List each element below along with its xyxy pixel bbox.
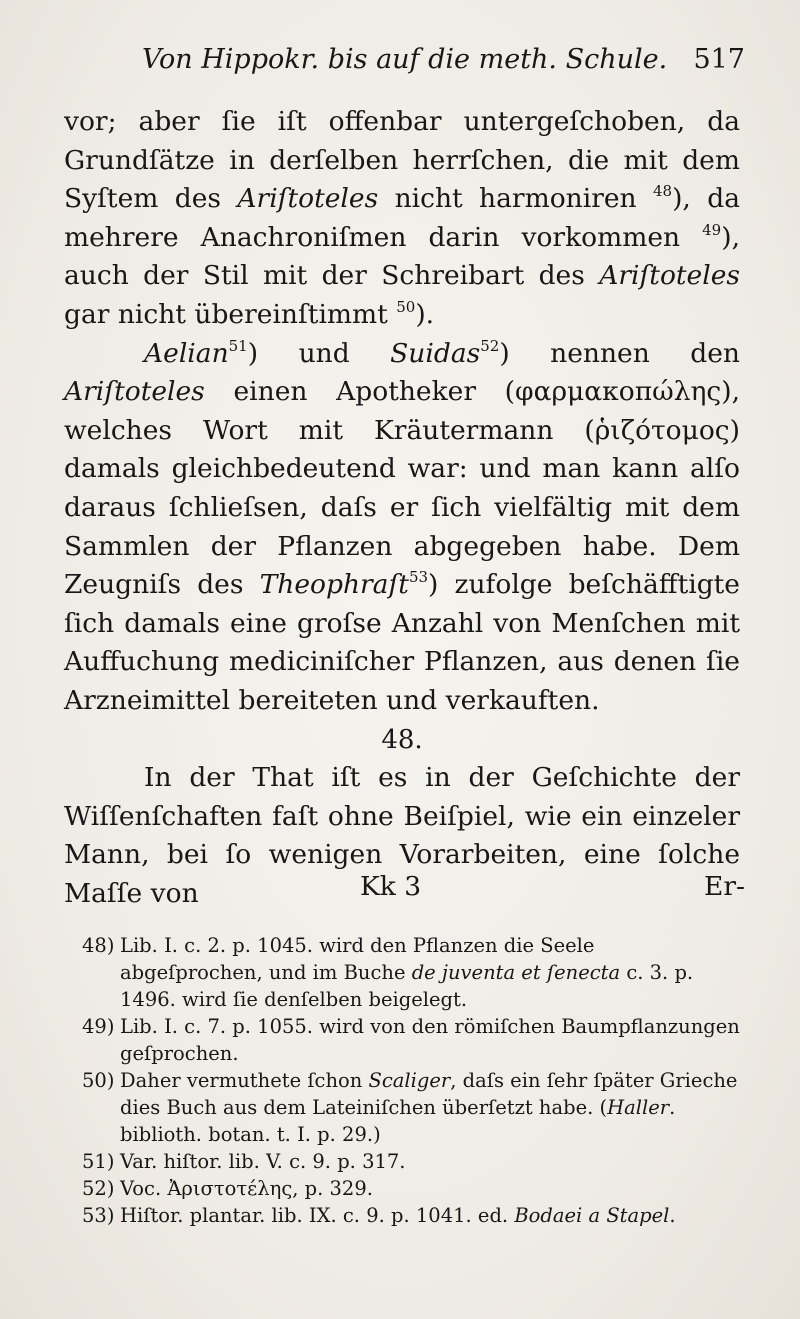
- footnote-number: 50): [82, 1069, 115, 1092]
- signature-mark: Kk 3: [360, 871, 422, 902]
- name-haller: Haller: [607, 1096, 670, 1119]
- text-run: . biblioth. botan. t. I. p. 29.): [120, 1096, 676, 1146]
- paragraph-1: [64, 103, 740, 335]
- paragraph-2: [64, 335, 740, 721]
- name-suidas: Suidas: [390, 337, 481, 369]
- text-run: c. 3. p. 1496. wird ſie denſelben beigelegt.: [120, 961, 694, 1011]
- footnote-ref-50: 50: [396, 297, 416, 316]
- text-run: nicht harmoniren: [378, 183, 653, 215]
- text-run: Hiſtor. plantar. lib. IX. c. 9. p. 1041. ed.: [120, 1204, 515, 1227]
- footnote-number: 49): [82, 1015, 115, 1038]
- footnote-ref-48: 48: [653, 182, 673, 201]
- name-bodaei-a-stapel: Bodaei a Stapel: [514, 1204, 670, 1227]
- text-run: Daher vermuthete ſchon: [120, 1069, 369, 1092]
- name-aristoteles: Ariſtoteles: [237, 183, 379, 215]
- text-run: ) und: [247, 337, 391, 369]
- footnote-ref-49: 49: [702, 220, 722, 239]
- paragraph-3: In der That iſt es in der Geſchichte der Wiſſenſchaften faſt ohne Beiſpiel, wie ein einzeler Mann, bei ſo wenigen Vorarbeiten, eine ſolche Maſſe von: [64, 762, 740, 909]
- footnote-49: [82, 1013, 742, 1067]
- text-run: ).: [415, 298, 435, 330]
- footnote-50: [82, 1067, 742, 1148]
- footnote-number: 51): [82, 1150, 115, 1173]
- footnote-number: 52): [82, 1177, 115, 1200]
- text-run: Lib. I. c. 2. p. 1045. wird den Pflanzen die Seele abgeſprochen, und im Buche: [120, 934, 595, 984]
- page-number: 517: [693, 44, 745, 75]
- signature-line: [0, 871, 800, 907]
- footnotes: [82, 932, 742, 1229]
- text-run: gar nicht übereinſtimmt: [64, 298, 397, 330]
- text-run: ) nennen den: [499, 337, 740, 369]
- section-number: 48.: [381, 724, 423, 755]
- main-text: [64, 103, 740, 913]
- name-aelian: Aelian: [144, 337, 229, 369]
- name-scaliger: Scaliger: [368, 1069, 451, 1092]
- text-run: ) zufolge beſchäfftigte ſich damals eine groſse Anzahl von Menſchen mit Auffuchung mediciniſcher Pflanzen, aus denen ſie Arzneimittel bereiteten und verkauften.: [64, 569, 740, 716]
- text-run: Voc. Ἀριστοτέλης, p. 329.: [120, 1177, 373, 1200]
- text-run: Var. hiſtor. lib. V. c. 9. p. 317.: [120, 1150, 406, 1173]
- footnote-ref-51: 51: [228, 336, 248, 355]
- name-aristoteles: Ariſtoteles: [599, 260, 740, 292]
- footnote-52: [82, 1175, 742, 1202]
- name-theophrast: Theophraſt: [259, 569, 409, 601]
- running-header: [142, 44, 745, 84]
- footnote-51: [82, 1148, 742, 1175]
- running-title: Von Hippokr. bis auf die meth. Schule.: [142, 44, 668, 75]
- text-run: , daſs ein ſehr ſpäter Grieche dies Buch aus dem Lateiniſchen überſetzt habe. (: [120, 1069, 738, 1119]
- footnote-48: [82, 932, 742, 1013]
- text-run: vor; aber ſie iſt offenbar untergeſchoben, da Grundſätze in derſelben herrſchen, die mit dem Syſtem des: [64, 106, 740, 215]
- footnote-ref-52: 52: [480, 336, 500, 355]
- title-de-juventa: de juventa et ſenecta: [411, 961, 621, 984]
- text-run: einen Apotheker (φαρμακοπώλης), welches Wort mit Kräutermann (ῥιζότομος) damals gleichbedeutend war: und man kann alſo daraus ſchlieſsen, daſs er ſich vielfältig mit dem Sammlen der Pflanzen abgegeben habe. Dem Zeugniſs des: [64, 376, 740, 601]
- catchword: Er-: [704, 871, 745, 902]
- footnote-ref-53: 53: [408, 568, 429, 587]
- footnote-number: 48): [82, 934, 115, 957]
- text-run: .: [669, 1204, 676, 1227]
- text-run: ), da mehrere Anachroniſmen darin vorkommen: [64, 183, 740, 253]
- footnote-number: 53): [82, 1204, 115, 1227]
- text-run: ), auch der Stil mit der Schreibart des: [64, 221, 740, 292]
- footnote-53: [82, 1202, 742, 1229]
- name-aristoteles: Ariſtoteles: [64, 376, 205, 408]
- text-run: Lib. I. c. 7. p. 1055. wird von den römiſchen Baumpflanzungen geſprochen.: [120, 1015, 740, 1065]
